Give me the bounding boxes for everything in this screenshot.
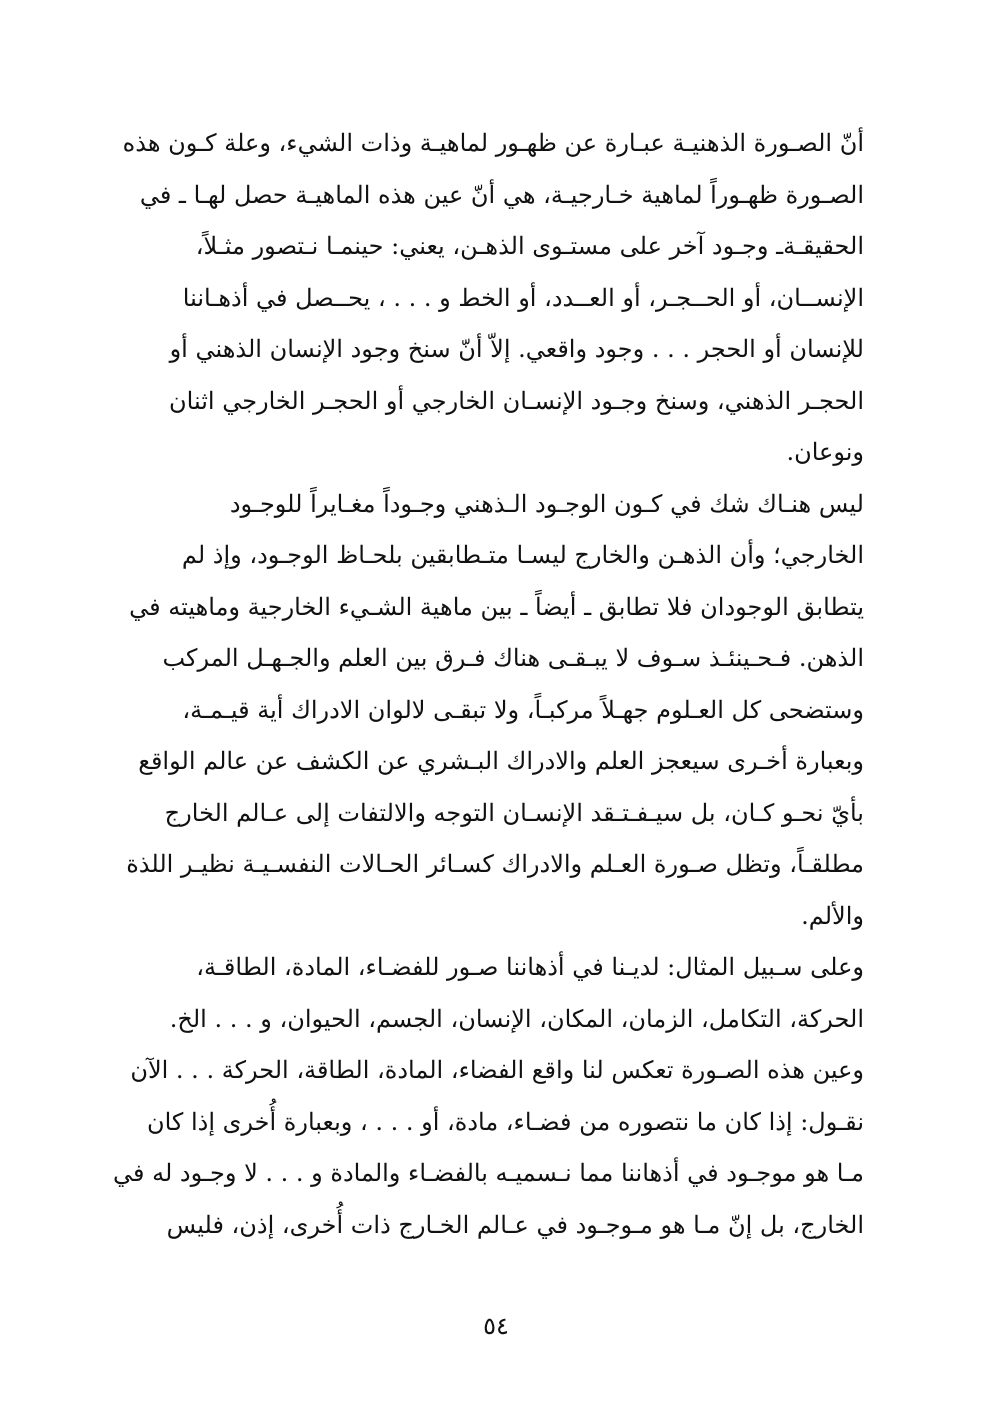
page-number: ٥٤ [483, 1312, 509, 1340]
paragraph-3: وعلى سـبيل المثال: لديـنا في أذهاننا صـور للفضـاء، المادة، الطاقـة، الحركة، التكامل، الزمان، المكان، الإنسان، الجسم، الحيوان، و . . . الخ. وعين هذه الصـورة تعكس لنا واقع الفضاء، المادة، الطاقة، الحركة . . . الآن نقـول: إذا كان ما نتصوره من فضـاء، مادة، أو . . . ، وبعبارة أُخرى إذا كان مـا هو موجـود في أذهاننا مما نـسميـه بالفضـاء والمادة و . . . لا وجـود له في الخارج، بل إنّ مـا هو مـوجـود في عـالم الخـارج ذات أُخرى، إذن، فليس [112, 953, 864, 1239]
body-text [100, 118, 864, 1251]
paragraph-2: ليس هنـاك شك في كـون الوجـود الـذهني وجـوداً مغـايراً للوجـود الخارجي؛ وأن الذهـن والخارج ليسـا متـطابقين بلحـاظ الوجـود، وإذ لم يتطابق الوجودان فلا تطابق ـ أيضاً ـ بين ماهية الشـيء الخارجية وماهيته في الذهن. فـحـينئـذ سـوف لا يبـقـى هناك فـرق بين العلم والجـهـل المركب وستضحى كل العـلوم جهـلاً مركبـاً، ولا تبقـى لالوان الادراك أية قيـمـة، وبعبارة أخـرى سيعجز العلم والادراك البـشري عن الكشف عن عالم الواقع بأيّ نحـو كـان، بل سيـفـتـقد الإنسـان التوجه والالتفات إلى عـالم الخارج مطلقـاً، وتظل صـورة العـلم والادراك كسـائر الحـالات النفسـيـة نظيـر اللذة والألم. [126, 489, 864, 930]
paragraph-1: أنّ الصـورة الذهنيـة عبـارة عن ظهـور لماهيـة وذات الشيء، وعلة كـون هذه الصـورة ظهـوراً لماهية خـارجيـة، هي أنّ عين هذه الماهيـة حصل لهـا ـ في الحقيقـةـ وجـود آخر على مستـوى الذهـن، يعني: حينمـا نـتصور مثـلاً، الإنســان، أو الحــجـر، أو العــدد، أو الخط و . . . ، يحــصل في أذهـاننا للإنسان أو الحجر . . . وجود واقعي. إلاّ أنّ سنخ وجود الإنسان الذهني أو الحجـر الذهني، وسنخ وجـود الإنسـان الخارجي أو الحجـر الخارجي اثنان ونوعان. [122, 129, 864, 466]
